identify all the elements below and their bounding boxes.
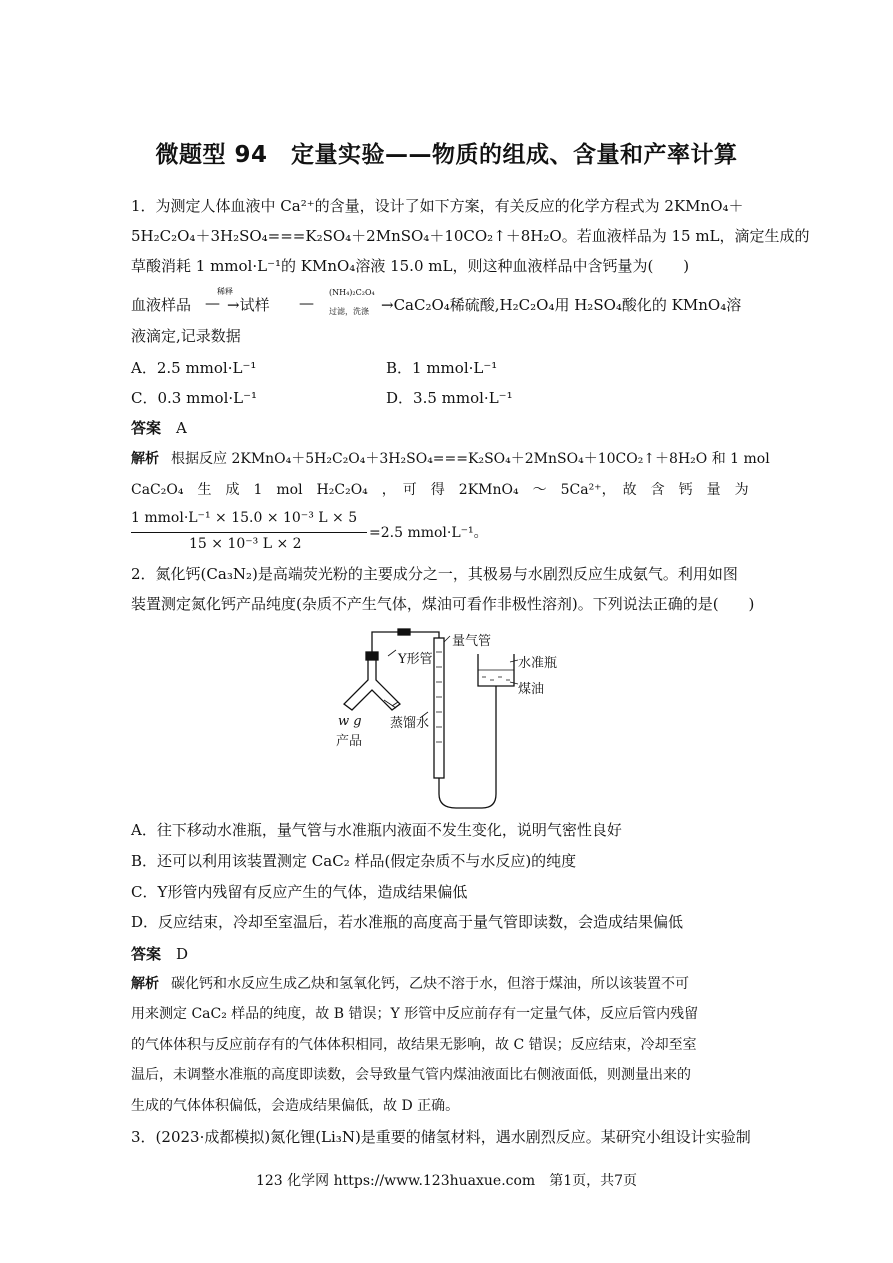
answer-label: 答案 bbox=[131, 945, 162, 963]
q2-analysis-line-2: 用来测定 CaC₂ 样品的纯度，故 B 错误；Y 形管中反应前存有一定量气体，反应后管内残留 bbox=[131, 1006, 699, 1022]
analysis-label: 解析 bbox=[131, 451, 159, 467]
q2-option-c: C．Y形管内残留有反应产生的气体，造成结果偏低 bbox=[131, 883, 468, 901]
flow-rest: →CaC₂O₄稀硫酸,H₂C₂O₄用 H₂SO₄酸化的 KMnO₄溶 bbox=[381, 296, 742, 314]
stopper bbox=[366, 652, 378, 660]
analysis-text: 根据反应 2KMnO₄＋5H₂C₂O₄＋3H₂SO₄===K₂SO₄＋2MnSO₄＋10CO₂↑＋8H₂O 和 1 mol bbox=[171, 451, 770, 467]
q2-option-b: B．还可以利用该装置测定 CaC₂ 样品(假定杂质不与水反应)的纯度 bbox=[131, 852, 577, 870]
q1-option-a: A．2.5 mmol·L⁻¹ bbox=[131, 359, 257, 377]
flow-step-reagent: (NH₄)₂C₂O₄ bbox=[329, 288, 375, 297]
q1-option-b: B．1 mmol·L⁻¹ bbox=[386, 359, 498, 377]
flow-step-filter: 过滤，洗涤 bbox=[329, 307, 369, 316]
label-product-mass: w g bbox=[338, 714, 362, 729]
page-footer: 123 化学网 https://www.123huaxue.com 第1页，共7页 bbox=[255, 1173, 638, 1189]
q2-option-d: D．反应结束，冷却至室温后，若水准瓶的高度高于量气管即读数，会造成结果偏低 bbox=[131, 913, 684, 931]
q1-line-3: 草酸消耗 1 mmol·L⁻¹的 KMnO₄溶液 15.0 mL，则这种血液样品中含钙量为( ) bbox=[131, 257, 690, 275]
q1-answer bbox=[131, 418, 766, 438]
analysis-text: 碳化钙和水反应生成乙炔和氢氧化钙，乙炔不溶于水，但溶于煤油，所以该装置不可 bbox=[171, 976, 689, 992]
answer-value: D bbox=[176, 945, 189, 963]
apparatus-svg bbox=[332, 622, 572, 812]
q1-analysis-line-1 bbox=[131, 449, 770, 469]
label-kerosene: 煤油 bbox=[518, 682, 545, 697]
clamp bbox=[398, 629, 410, 635]
q1-line-2: 5H₂C₂O₄＋3H₂SO₄===K₂SO₄＋2MnSO₄＋10CO₂↑＋8H₂O。若血液样品为 15 mL，滴定生成的 bbox=[131, 227, 810, 245]
q2-analysis-line-1 bbox=[131, 974, 766, 994]
page-title: 微题型 94 定量实验——物质的组成、含量和产率计算 bbox=[155, 142, 738, 168]
gas-measuring-tube bbox=[434, 638, 444, 778]
answer-value: A bbox=[176, 419, 187, 437]
q2-line-2: 装置测定氮化钙产品纯度(杂质不产生气体，煤油可看作非极性溶剂)。下列说法正确的是( ) bbox=[131, 595, 755, 613]
q1-analysis-line-2: CaC₂O₄ 生 成 1 mol H₂C₂O₄ ， 可 得 2KMnO₄ ～ 5Ca²⁺， 故 含 钙 量 为 bbox=[131, 482, 749, 498]
fraction-numerator: 1 mmol·L⁻¹ × 15.0 × 10⁻³ L × 5 bbox=[131, 510, 358, 526]
label-y-tube: Y形管 bbox=[398, 652, 433, 667]
flow-arrow-1: — bbox=[205, 294, 220, 312]
q2-analysis-line-3: 的气体体积与反应前存有的气体体积相同，故结果无影响，故 C 错误；反应结束，冷却至室 bbox=[131, 1037, 697, 1053]
fraction-result: =2.5 mmol·L⁻¹。 bbox=[369, 525, 488, 541]
label-level-bottle: 水准瓶 bbox=[518, 656, 558, 671]
q2-line-1: 2．氮化钙(Ca₃N₂)是高端荧光粉的主要成分之一，其极易与水剧烈反应生成氨气。利用如图 bbox=[131, 565, 738, 583]
q1-line-5: 液滴定,记录数据 bbox=[131, 327, 241, 345]
q1-line-1: 1．为测定人体血液中 Ca²⁺的含量，设计了如下方案，有关反应的化学方程式为 2KMnO₄＋ bbox=[131, 197, 744, 215]
q3-line-1: 3．(2023·成都模拟)氮化锂(Li₃N)是重要的储氢材料，遇水剧烈反应。某研究小组设计实验制 bbox=[131, 1128, 751, 1146]
rubber-tube bbox=[439, 686, 496, 808]
q2-analysis-line-5: 生成的气体体积偏低，会造成结果偏低，故 D 正确。 bbox=[131, 1098, 460, 1114]
label-distilled-water: 蒸馏水 bbox=[390, 716, 430, 731]
apparatus-diagram bbox=[332, 622, 572, 812]
flow-blood-sample: 血液样品 bbox=[131, 296, 192, 314]
q1-option-d: D．3.5 mmol·L⁻¹ bbox=[386, 389, 513, 407]
q1-flow bbox=[131, 287, 771, 316]
flow-dash: — bbox=[299, 294, 314, 312]
q2-option-a: A．往下移动水准瓶，量气管与水准瓶内液面不发生变化，说明气密性良好 bbox=[131, 821, 622, 839]
q2-answer bbox=[131, 944, 766, 964]
label-product: 产品 bbox=[336, 734, 363, 749]
fraction-bar bbox=[131, 532, 367, 533]
fraction-denominator: 15 × 10⁻³ L × 2 bbox=[189, 536, 302, 552]
q1-option-c: C．0.3 mmol·L⁻¹ bbox=[131, 389, 258, 407]
flow-sample: →试样 bbox=[227, 296, 270, 314]
analysis-label: 解析 bbox=[131, 976, 159, 992]
q2-analysis-line-4: 温后，未调整水准瓶的高度即读数，会导致量气管内煤油液面比右侧液面低，则测量出来的 bbox=[131, 1067, 691, 1083]
label-gas-tube: 量气管 bbox=[452, 634, 492, 649]
flow-step-dilute: 稀释 bbox=[217, 287, 233, 296]
answer-label: 答案 bbox=[131, 419, 162, 437]
y-tube bbox=[344, 660, 400, 710]
